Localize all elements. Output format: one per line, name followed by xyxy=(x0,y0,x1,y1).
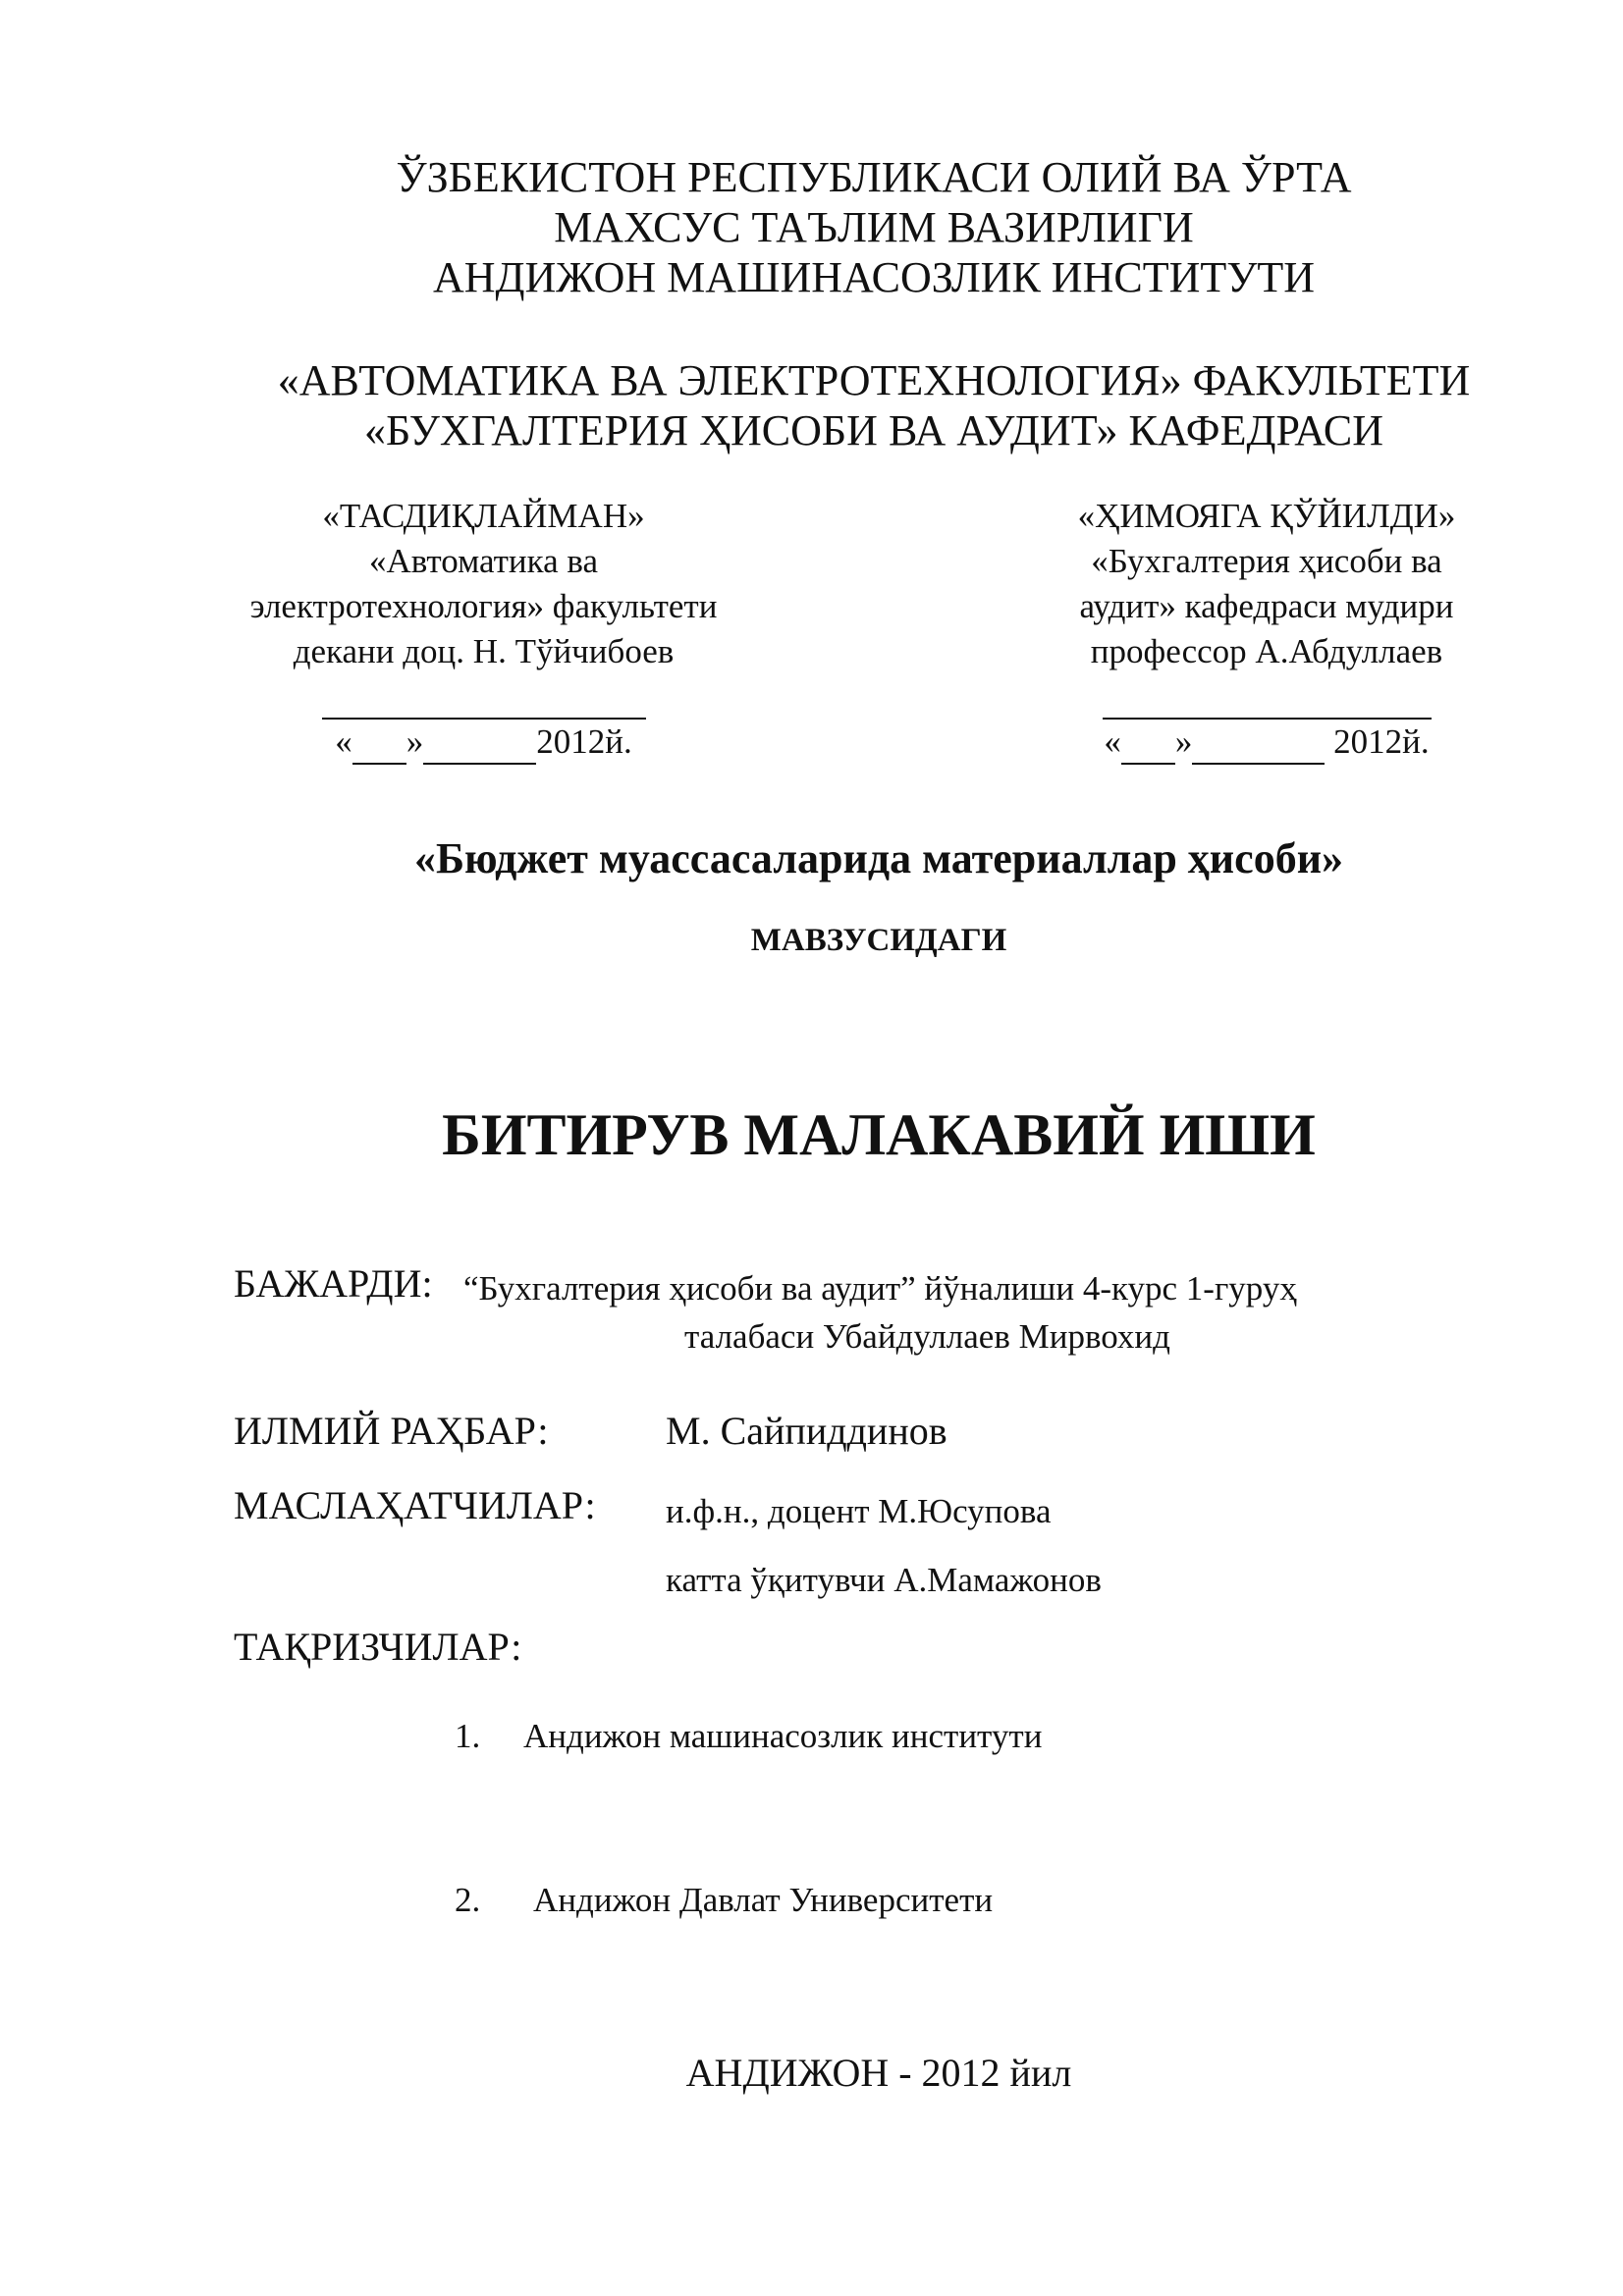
ministry-header xyxy=(0,152,1623,302)
faculty-line: «АВТОМАТИКА ВА ЭЛЕКТРОТЕХНОЛОГИЯ» ФАКУЛЬТЕТИ xyxy=(277,356,1471,404)
reviewers-label: ТАҚРИЗЧИЛАР: xyxy=(234,1625,522,1669)
reviewer-item: Андижон Давлат Университети xyxy=(533,1881,994,1919)
approval-left-line-2: электротехнология» факультети xyxy=(249,587,718,625)
approval-left-date: « » 2012й. xyxy=(196,720,771,765)
ministry-line-1: ЎЗБЕКИСТОН РЕСПУБЛИКАСИ ОЛИЙ ВА ЎРТА xyxy=(396,153,1352,201)
work-title: БИТИРУВ МАЛАКАВИЙ ИШИ xyxy=(442,1102,1316,1167)
reviewer-number: 1. xyxy=(455,1717,481,1755)
approval-right-line-3: профессор А.Абдуллаев xyxy=(1090,632,1443,670)
approval-right-date: « » 2012й. xyxy=(1006,720,1527,765)
approval-left-signature-line xyxy=(196,674,771,720)
performed-line-2: талабаси Убайдуллаев Мирвохид xyxy=(684,1317,1170,1356)
faculty-header xyxy=(0,355,1623,455)
consultants-label: МАСЛАҲАТЧИЛАР: xyxy=(234,1483,596,1527)
reviewer-number: 2. xyxy=(455,1881,481,1919)
approval-left-line-3: декани доц. Н. Тўйчибоев xyxy=(293,632,675,670)
consultant-item: и.ф.н., доцент М.Юсупова xyxy=(666,1492,1052,1530)
approval-right-block xyxy=(1006,494,1527,765)
approval-right-heading: «ҲИМОЯГА ҚЎЙИЛДИ» xyxy=(1077,497,1456,535)
approval-right-signature-line xyxy=(1006,674,1527,720)
consultant-item: катта ўқитувчи А.Мамажонов xyxy=(666,1561,1102,1599)
ministry-line-2: МАХСУС ТАЪЛИМ ВАЗИРЛИГИ xyxy=(554,203,1194,251)
approval-left-heading: «ТАСДИҚЛАЙМАН» xyxy=(322,497,645,535)
performed-line-1: “Бухгалтерия ҳисоби ва аудит” йўналиши 4-курс 1-гуруҳ xyxy=(463,1269,1297,1308)
approval-right-line-2: аудит» кафедраси мудири xyxy=(1079,587,1454,625)
performed-label: БАЖАРДИ: xyxy=(234,1261,433,1306)
department-line: «БУХГАЛТЕРИЯ ҲИСОБИ ВА АУДИТ» КАФЕДРАСИ xyxy=(363,406,1384,454)
supervisor-label: ИЛМИЙ РАҲБАР: xyxy=(234,1409,549,1453)
approval-left-block xyxy=(196,494,771,765)
approval-left-line-1: «Автоматика ва xyxy=(368,542,599,580)
approval-right-line-1: «Бухгалтерия ҳисоби ва xyxy=(1091,542,1442,580)
thesis-topic: «Бюджет муассасаларида материаллар ҳисоби» xyxy=(413,834,1344,882)
supervisor-name: М. Сайпиддинов xyxy=(666,1409,947,1453)
ministry-line-3: АНДИЖОН МАШИНАСОЗЛИК ИНСТИТУТИ xyxy=(432,253,1316,301)
city-year: АНДИЖОН - 2012 йил xyxy=(685,2051,1072,2095)
reviewer-item: Андижон машинасозлик институти xyxy=(523,1717,1043,1755)
thesis-topic-subtitle: МАВЗУСИДАГИ xyxy=(750,923,1007,958)
